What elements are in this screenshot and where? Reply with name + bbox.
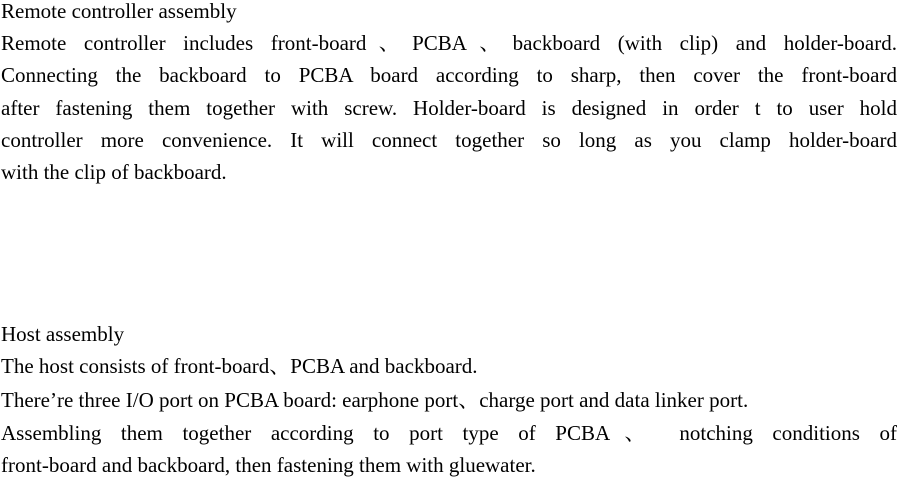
remote-paragraph-line: Remote controller includes front-board、PCBA、backboard (with clip) and holder-board. — [1, 31, 897, 55]
host-paragraph-line: front-board and backboard, then fastening them with gluewater. — [1, 453, 536, 477]
host-paragraph-line: There’re three I/O port on PCBA board: earphone port、charge port and data linker port. — [1, 388, 749, 412]
remote-paragraph-line: Connecting the backboard to PCBA board according to sharp, then cover the front-board — [1, 63, 897, 87]
host-paragraph-line: The host consists of front-board、PCBA and backboard. — [1, 354, 478, 378]
remote-paragraph-line: after fastening them together with screw. Holder-board is designed in order t to user hold — [1, 96, 897, 120]
remote-controller-heading: Remote controller assembly — [1, 0, 237, 23]
host-paragraph-line: Assembling them together according to port type of PCBA、 notching conditions of — [1, 421, 897, 445]
remote-paragraph-line: controller more convenience. It will connect together so long as you clamp holder-board — [1, 128, 897, 152]
host-assembly-heading: Host assembly — [1, 322, 125, 346]
remote-paragraph-line: with the clip of backboard. — [1, 160, 227, 184]
